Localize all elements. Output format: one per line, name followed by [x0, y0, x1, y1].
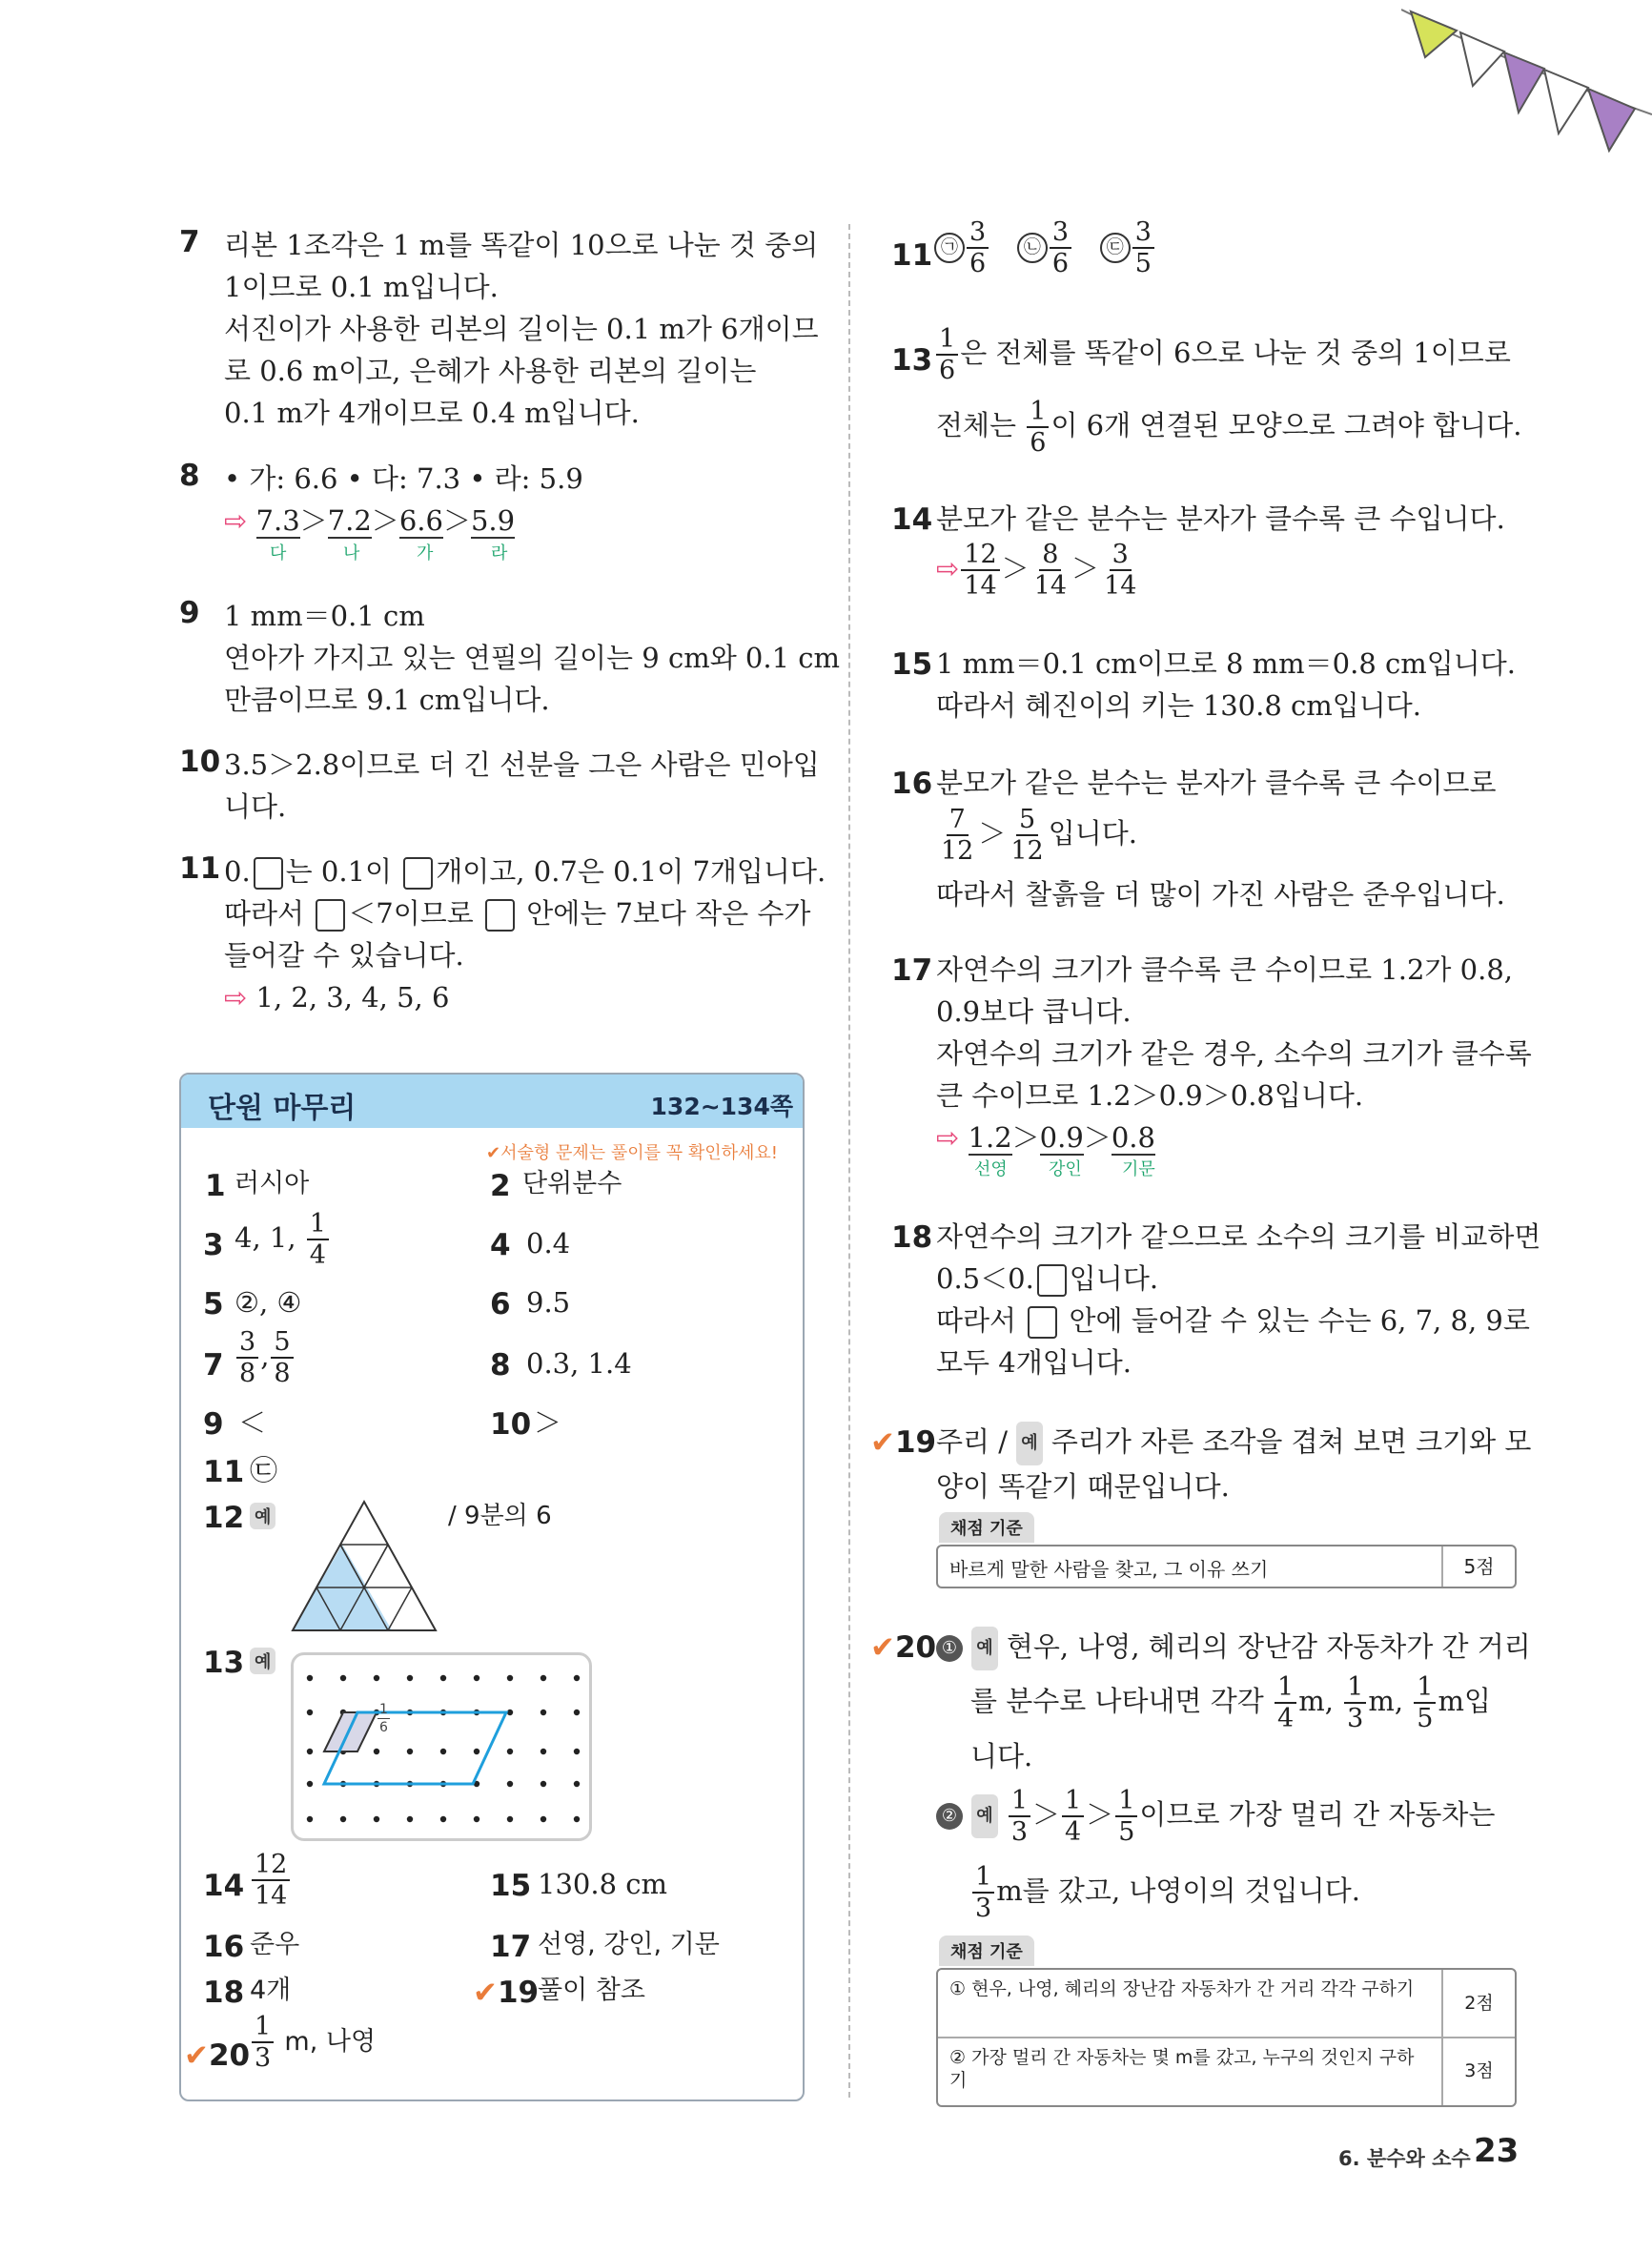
- rq18-line: 0.5＜0.: [936, 1262, 1034, 1295]
- s12-answer: / 9분의 6: [448, 1502, 552, 1530]
- s15-number: 15: [490, 1869, 532, 1903]
- rq13-text: 이 6개 연결된 모양으로 그려야 합니다.: [1050, 409, 1522, 441]
- grid-dot: [407, 1816, 413, 1822]
- grid-dot: [474, 1816, 479, 1822]
- rq20-unit: m입: [1438, 1685, 1491, 1717]
- check-icon: ✔: [473, 1976, 498, 2010]
- grid-dot: [374, 1675, 379, 1681]
- rq19-line: 양이 똑같기 때문입니다.: [936, 1470, 1230, 1503]
- grid-dot: [574, 1749, 580, 1754]
- rq20-text: m를 갔고, 나영이의 것입니다.: [996, 1874, 1360, 1907]
- q8-line1: • 가: 6.6 • 다: 7.3 • 라: 5.9: [224, 462, 583, 495]
- blank-box: [254, 857, 283, 890]
- rq18-text: [936, 1216, 1540, 1383]
- q9-text: [224, 595, 840, 721]
- grid-dot: [307, 1675, 313, 1681]
- q7-line: 0.1 m가 4개이므로 0.4 m입니다.: [224, 397, 640, 429]
- rq17-line: 큰 수이므로 1.2＞0.9＞0.8입니다.: [936, 1079, 1364, 1112]
- rq13-text: 은 전체를 똑같이 6으로 나눈 것 중의 1이므로: [960, 337, 1511, 369]
- q11-text: [224, 850, 826, 1018]
- rq13-line1: [934, 326, 1511, 383]
- rubric-criterion: ② 가장 멀리 간 자동차는 몇 m를 갔고, 누구의 것인지 구하기: [949, 2047, 1415, 2091]
- q11-number: 11: [179, 851, 221, 886]
- s8-number: 8: [490, 1348, 511, 1383]
- s14-number: 14: [203, 1869, 245, 1903]
- s20-fraction: $\frac{1}{3}$: [252, 2014, 274, 2071]
- q11-text-f: 안에는 7보다 작은 수가: [517, 897, 811, 930]
- dot-grid: [294, 1655, 589, 1838]
- s15-answer: 130.8 cm: [538, 1868, 667, 1900]
- q8-number: 8: [179, 459, 200, 493]
- grid-dot: [540, 1710, 546, 1715]
- rq16-fraction: $\frac{5}{12}$: [1010, 805, 1044, 866]
- s3-fraction: $\frac{1}{4}$: [307, 1211, 329, 1268]
- rq20-fraction: $\frac{1}{3}$: [1344, 1674, 1366, 1731]
- s7-answer: $\frac{3}{8}$ , $\frac{5}{8}$: [235, 1329, 296, 1386]
- check-icon: ✔: [184, 2038, 209, 2073]
- q9-line: 1 mm＝0.1 cm: [224, 600, 425, 632]
- rq16-line3: 따라서 찰흙을 더 많이 가진 사람은 준우입니다.: [936, 878, 1505, 911]
- rq11-fraction: $\frac{3}{6}$: [967, 219, 989, 277]
- s7-fraction: $\frac{3}{8}$: [236, 1329, 258, 1386]
- rq20-text: 를 분수로 나타내면 각각: [970, 1685, 1274, 1717]
- rq17-value: 0.8: [1111, 1121, 1155, 1154]
- s19-answer: 풀이 참조: [538, 1976, 645, 2005]
- q8-label: 가: [417, 543, 434, 563]
- rq14-fraction: $\frac{12}{14}$: [961, 542, 999, 599]
- rq17-label: 강인: [1049, 1159, 1082, 1179]
- rq14-fraction: $\frac{8}{14}$: [1033, 540, 1068, 601]
- chapter-label: 6. 분수와 소수: [1338, 2147, 1471, 2170]
- rq16-text: 입니다.: [1048, 817, 1137, 850]
- rq20-unit: m,: [1298, 1685, 1334, 1717]
- s20-answer: $\frac{1}{3}$ m, 나영: [250, 2014, 376, 2071]
- rubric-title: 채점 기준: [939, 1936, 1034, 1966]
- page-number: 23: [1474, 2132, 1519, 2170]
- check-icon: ✔: [870, 1425, 895, 1460]
- s17-answer: 선영, 강인, 기문: [538, 1930, 720, 1959]
- rq19-number: ✔19: [870, 1425, 937, 1460]
- rq20-fraction: $\frac{1}{3}$: [972, 1864, 994, 1921]
- grid-dot: [507, 1710, 513, 1715]
- s9-answer: ＜: [238, 1406, 267, 1439]
- grid-dot: [307, 1781, 313, 1787]
- rq13-text: 전체는: [936, 409, 1026, 441]
- rq17-value: 0.9: [1039, 1121, 1084, 1154]
- column-divider: [848, 224, 850, 2098]
- s7-number: 7: [203, 1348, 224, 1383]
- unit-review-pages: 132~134쪽: [650, 1093, 793, 1120]
- s5-answer: ②, ④: [235, 1286, 302, 1319]
- rq20-line1: [936, 1626, 1531, 1670]
- s1-number: 1: [205, 1169, 226, 1203]
- s6-answer: 9.5: [526, 1286, 571, 1319]
- rq16-number: 16: [891, 767, 933, 801]
- q8-label: 다: [270, 543, 287, 563]
- s7-fraction: $\frac{5}{8}$: [271, 1329, 293, 1386]
- blank-box: [1028, 1306, 1057, 1339]
- q11-answer: 1, 2, 3, 4, 5, 6: [255, 981, 450, 1014]
- rq20-fraction: $\frac{1}{5}$: [1414, 1674, 1436, 1731]
- s14-fraction: $\frac{12}{14}$: [252, 1852, 290, 1909]
- s5-number: 5: [203, 1287, 224, 1321]
- rq16-fraction: $\frac{7}{12}$: [941, 805, 974, 866]
- q11-text-d: 따라서: [224, 897, 314, 930]
- rubric-table: [936, 1968, 1517, 2107]
- s8-answer: 0.3, 1.4: [526, 1347, 632, 1380]
- rq14-fraction: $\frac{3}{14}$: [1104, 540, 1137, 601]
- q7-text: [224, 224, 819, 434]
- grid-dot: [540, 1781, 546, 1787]
- rubric-title: 채점 기준: [939, 1512, 1034, 1543]
- rq20-line4: ② 예 $\frac{1}{3}$ ＞ $\frac{1}{4}$ ＞ $\frac{1}{5}$ 이므로 가장 멀리 간 자동차는: [936, 1788, 1495, 1845]
- s11-number: 11: [203, 1455, 245, 1489]
- s19-number: ✔19: [473, 1976, 540, 2010]
- grid-dot: [440, 1675, 446, 1681]
- dot-grid-box: [291, 1652, 592, 1841]
- rubric-score: 5점: [1441, 1546, 1515, 1587]
- s4-number: 4: [490, 1228, 511, 1262]
- step-badge: ①: [936, 1635, 963, 1662]
- example-badge: 예: [971, 1627, 997, 1670]
- s6-number: 6: [490, 1287, 511, 1321]
- grid-dot: [507, 1781, 513, 1787]
- grid-dot: [407, 1675, 413, 1681]
- s20-number: ✔20: [184, 2038, 251, 2073]
- rq15-line: 1 mm＝0.1 cm이므로 8 mm＝0.8 cm입니다.: [936, 647, 1517, 680]
- s12-number: 12: [203, 1501, 245, 1535]
- grid-dot: [574, 1781, 580, 1787]
- unit-review-title: 단원 마무리: [208, 1092, 357, 1125]
- q11-text-b: 는 0.1이: [285, 855, 401, 888]
- check-icon: ✔: [870, 1630, 895, 1665]
- note-text: 서술형 문제는 풀이를 꼭 확인하세요!: [500, 1143, 778, 1163]
- rq19-text: [936, 1421, 1531, 1507]
- rq18-line: 안에 들어갈 수 있는 수는 6, 7, 8, 9로: [1060, 1304, 1530, 1337]
- q7-line: 서진이가 사용한 리본의 길이는 0.1 m가 6개이므: [224, 313, 819, 345]
- blank-box: [316, 899, 345, 932]
- grid-dot: [374, 1816, 379, 1822]
- grid-dot: [574, 1675, 580, 1681]
- q9-number: 9: [179, 596, 200, 630]
- rq20-number: ✔20: [870, 1630, 937, 1665]
- q8-compare: ⇨ 7.3＞7.2＞6.6＞5.9: [224, 504, 516, 537]
- rq18-line: 입니다.: [1069, 1262, 1159, 1295]
- example-badge: 예: [1016, 1422, 1042, 1465]
- grid-dot: [474, 1749, 479, 1754]
- q11-text-e: ＜7이므로: [348, 897, 482, 930]
- q8-value: 7.2: [327, 504, 372, 537]
- rq16-compare: $\frac{7}{12}$ ＞ $\frac{5}{12}$ 입니다.: [936, 807, 1137, 864]
- s2-number: 2: [490, 1169, 511, 1203]
- s14-answer: [250, 1852, 292, 1909]
- rq14-line1: 분모가 같은 분수는 분자가 클수록 큰 수입니다.: [936, 502, 1505, 535]
- s11-answer: ㉢: [250, 1454, 278, 1486]
- rq13-fraction: $\frac{1}{6}$: [936, 326, 958, 383]
- check-icon: ✔: [485, 1143, 501, 1163]
- rubric-criterion: 바르게 말한 사람을 찾고, 그 이유 쓰기: [949, 1558, 1269, 1581]
- rq13-number: 13: [891, 343, 933, 378]
- rq15-number: 15: [891, 647, 933, 682]
- q8-label: 나: [343, 543, 360, 563]
- grid-dot: [540, 1816, 546, 1822]
- blank-box: [485, 899, 515, 932]
- s3-number: 3: [203, 1228, 224, 1262]
- s16-number: 16: [203, 1930, 245, 1964]
- q10-line: 3.5＞2.8이므로 더 긴 선분을 그은 사람은 민아입: [224, 748, 820, 781]
- q9-line: 연아가 가지고 있는 연필의 길이는 9 cm와 0.1 cm: [224, 642, 841, 674]
- rq18-line: 따라서: [936, 1304, 1026, 1337]
- q11-text-a: 0.: [224, 855, 251, 888]
- grid-dot: [540, 1675, 546, 1681]
- q8-value: 5.9: [470, 504, 516, 537]
- bunting-decoration: [1401, 0, 1652, 162]
- rq20-text: 이므로 가장 멀리 간 자동차는: [1139, 1798, 1496, 1831]
- grid-dot: [574, 1710, 580, 1715]
- rq18-line: 모두 4개입니다.: [936, 1346, 1132, 1379]
- rq17-label: 기문: [1122, 1159, 1155, 1179]
- rubric-table: [936, 1545, 1517, 1588]
- rq20-fraction: $\frac{1}{4}$: [1275, 1674, 1296, 1731]
- grid-dot: [507, 1816, 513, 1822]
- q8-value: 6.6: [398, 504, 443, 537]
- rq11-answers: [934, 219, 1156, 277]
- rq20-line2: [970, 1674, 1491, 1731]
- rubric-criterion: ① 현우, 나영, 혜리의 장난감 자동차가 간 거리 각각 구하기: [949, 1978, 1415, 1999]
- grid-dot: [474, 1675, 479, 1681]
- rq17-number: 17: [891, 953, 933, 988]
- rq11-fraction: $\frac{3}{5}$: [1132, 219, 1154, 277]
- grid-dot: [574, 1816, 580, 1822]
- rq15-line: 따라서 혜진이의 키는 130.8 cm입니다.: [936, 689, 1422, 722]
- q7-line: 리본 1조각은 1 m를 똑같이 10으로 나눈 것 중의: [224, 229, 819, 261]
- s9-number: 9: [203, 1407, 224, 1442]
- rq17-line: 자연수의 크기가 클수록 큰 수이므로 1.2가 0.8,: [936, 953, 1513, 986]
- rq20-fraction: $\frac{1}{4}$: [1062, 1788, 1084, 1845]
- rq20-line3: 니다.: [970, 1740, 1033, 1772]
- mark-c: ㉢: [1100, 233, 1131, 263]
- rq20-text: 현우, 나영, 혜리의 장난감 자동차가 간 거리: [997, 1630, 1531, 1663]
- example-badge: 예: [250, 1503, 275, 1529]
- rq14-compare: ⇨ $\frac{12}{14}$ ＞ $\frac{8}{14}$ ＞ $\frac{3}{14}$: [936, 542, 1141, 599]
- s3-answer: [235, 1211, 331, 1268]
- arrow-icon: ⇨: [936, 552, 960, 584]
- q8-label: 라: [491, 543, 508, 563]
- q10-text: [224, 744, 820, 828]
- grid-dot: [540, 1749, 546, 1754]
- blank-box: [403, 857, 433, 890]
- grid-dot: [340, 1675, 346, 1681]
- rq13-fraction: $\frac{1}{6}$: [1027, 399, 1049, 456]
- triangle-figure: [288, 1499, 440, 1634]
- q11-text-c: 개이고, 0.7은 0.1이 7개입니다.: [436, 855, 826, 888]
- s17-number: 17: [490, 1930, 532, 1964]
- arrow-icon: ⇨: [936, 1121, 969, 1154]
- rq13-line2: [936, 399, 1521, 456]
- arrow-icon: ⇨: [224, 504, 248, 537]
- q9-line: 만큼이므로 9.1 cm입니다.: [224, 684, 550, 716]
- grid-dot: [407, 1749, 413, 1754]
- grid-dot: [307, 1710, 313, 1715]
- unit-review-note: [486, 1139, 778, 1164]
- step-badge: ②: [936, 1803, 963, 1830]
- grid-dot: [374, 1749, 379, 1754]
- grid-dot: [307, 1749, 313, 1754]
- s18-answer: 4개: [250, 1976, 292, 2005]
- rq19-line: 주리 /: [936, 1425, 1017, 1458]
- rubric-score: 3점: [1441, 2037, 1515, 2105]
- rq20-fraction: $\frac{1}{5}$: [1115, 1788, 1137, 1845]
- grid-dot: [440, 1816, 446, 1822]
- rq16-line1: 분모가 같은 분수는 분자가 클수록 큰 수이므로: [936, 767, 1497, 799]
- rq15-text: [936, 643, 1516, 727]
- rq20-unit: m,: [1368, 1685, 1404, 1717]
- rq14-number: 14: [891, 502, 933, 537]
- s13-number: 13: [203, 1646, 245, 1680]
- q10-line: 니다.: [224, 790, 287, 823]
- rq17-line: 자연수의 크기가 같은 경우, 소수의 크기가 클수록: [936, 1037, 1532, 1070]
- q7-number: 7: [179, 225, 200, 259]
- grid-fraction: 1 6: [379, 1702, 388, 1735]
- rq17-line: 0.9보다 큽니다.: [936, 995, 1132, 1028]
- grid-dot: [507, 1675, 513, 1681]
- rubric-score: 2점: [1441, 1970, 1515, 2037]
- example-badge: 예: [250, 1648, 275, 1674]
- rq17-value: 1.2: [968, 1121, 1012, 1154]
- rq20-line5: [970, 1864, 1360, 1921]
- mark-b: ㉡: [1017, 233, 1048, 263]
- rq18-number: 18: [891, 1220, 933, 1255]
- mark-a: ㉠: [934, 233, 965, 263]
- q8-value: 7.3: [255, 504, 300, 537]
- s10-number: 10: [490, 1407, 532, 1442]
- rq18-line: 자연수의 크기가 같으므로 소수의 크기를 비교하면: [936, 1220, 1541, 1253]
- rq17-text: 자연수의 크기가 클수록 큰 수이므로 1.2가 0.8, 0.9보다 큽니다. 자연수의 크기가 같은 경우, 소수의 크기가 클수록 큰 수이므로 1.2＞0.9＞0.8입니다. ⇨ 1.2＞0.9＞0.8: [936, 949, 1532, 1158]
- q11-text-g: 들어갈 수 있습니다.: [224, 939, 464, 972]
- grid-dot: [507, 1749, 513, 1754]
- q10-number: 10: [179, 745, 221, 779]
- s2-answer: 단위분수: [522, 1169, 622, 1198]
- grid-dot: [440, 1749, 446, 1754]
- example-badge: 예: [971, 1794, 997, 1838]
- grid-dot: [340, 1816, 346, 1822]
- s3-text: 4, 1,: [235, 1221, 296, 1254]
- grid-dot: [307, 1816, 313, 1822]
- s1-answer: 러시아: [235, 1169, 310, 1198]
- rq11-number: 11: [891, 238, 933, 273]
- s4-answer: 0.4: [526, 1227, 571, 1260]
- s10-answer: ＞: [534, 1406, 562, 1439]
- rq11-fraction: $\frac{3}{6}$: [1050, 219, 1071, 277]
- rq17-label: 선영: [974, 1159, 1008, 1179]
- rq20-fraction: $\frac{1}{3}$: [1009, 1788, 1030, 1845]
- q7-line: 로 0.6 m이고, 은혜가 사용한 리본의 길이는: [224, 355, 757, 387]
- blank-box: [1037, 1264, 1067, 1297]
- rq19-line: 주리가 자른 조각을 겹쳐 보면 크기와 모: [1042, 1425, 1532, 1458]
- s16-answer: 준우: [250, 1930, 300, 1959]
- s18-number: 18: [203, 1976, 245, 2010]
- arrow-icon: ⇨: [224, 981, 256, 1014]
- q7-line: 1이므로 0.1 m입니다.: [224, 271, 499, 303]
